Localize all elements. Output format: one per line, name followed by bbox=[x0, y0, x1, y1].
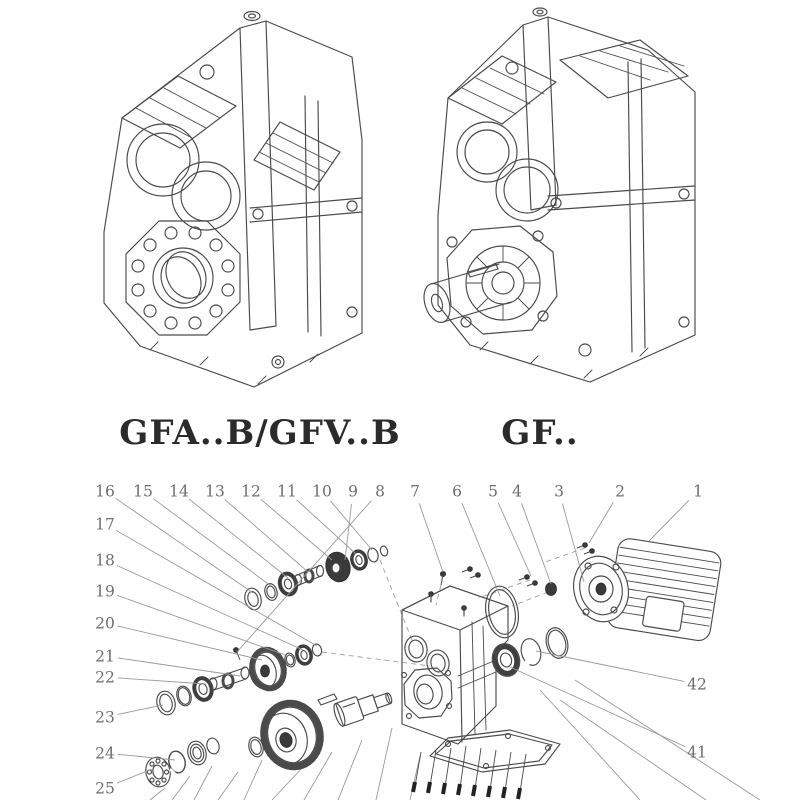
callout-number-21: 21 bbox=[95, 647, 115, 666]
leader-line-24 bbox=[118, 754, 175, 760]
gearbox-drawing-gf bbox=[419, 8, 695, 382]
callout-number-15: 15 bbox=[133, 482, 153, 501]
leader-line-7 bbox=[419, 503, 443, 572]
callout-number-14: 14 bbox=[169, 482, 189, 501]
coupling-bush bbox=[546, 583, 557, 596]
top-screw-icon bbox=[244, 12, 260, 21]
leader-line-22 bbox=[118, 678, 206, 684]
leader-line-2 bbox=[589, 502, 613, 543]
callout-number-25: 25 bbox=[95, 779, 115, 798]
exploded-view bbox=[95, 483, 760, 800]
input-shaft-parts bbox=[242, 545, 388, 611]
intermediate-gear bbox=[246, 646, 289, 693]
callout-number-7: 7 bbox=[410, 482, 420, 501]
leader-line-42 bbox=[536, 651, 684, 681]
oil-seal-icon bbox=[263, 582, 279, 602]
output-flange bbox=[447, 226, 557, 334]
callout-number-22: 22 bbox=[95, 668, 115, 687]
end-cap-icon bbox=[242, 586, 263, 611]
top-screw-icon bbox=[533, 8, 547, 16]
callout-number-4: 4 bbox=[512, 482, 522, 501]
bottom-cover-gasket bbox=[430, 730, 560, 772]
shaft-key-icon bbox=[318, 694, 337, 705]
callout-number-2: 2 bbox=[615, 482, 625, 501]
leader-line-41 bbox=[510, 667, 685, 747]
oil-seal-icon bbox=[185, 739, 209, 767]
bearing-icon bbox=[350, 549, 368, 570]
callout-number-1: 1 bbox=[693, 482, 703, 501]
cover-bolts bbox=[413, 746, 526, 799]
callout-number-3: 3 bbox=[554, 482, 564, 501]
leader-line-23 bbox=[118, 705, 163, 714]
callout-number-18: 18 bbox=[95, 551, 115, 570]
leader-line-15 bbox=[153, 499, 271, 586]
callout-number-20: 20 bbox=[95, 614, 115, 633]
model-label-gf: GF.. bbox=[501, 413, 579, 453]
model-label-gfab: GFA..B/GFV..B bbox=[119, 413, 401, 453]
callout-number-16: 16 bbox=[95, 482, 115, 501]
callout-number-12: 12 bbox=[241, 482, 261, 501]
leader-line-9 bbox=[345, 504, 352, 560]
end-cap-icon bbox=[154, 689, 178, 717]
callout-number-9: 9 bbox=[348, 482, 358, 501]
callout-number-41: 41 bbox=[687, 743, 707, 762]
snap-ring-icon bbox=[366, 547, 379, 563]
callout-number-10: 10 bbox=[312, 482, 332, 501]
callout-number-8: 8 bbox=[375, 482, 385, 501]
callout-number-42: 42 bbox=[687, 675, 707, 694]
leader-line-4 bbox=[522, 503, 552, 584]
gearbox-drawing-gfab bbox=[104, 12, 362, 388]
callout-number-11: 11 bbox=[277, 482, 297, 501]
flange-gasket-ring bbox=[482, 584, 523, 641]
leader-line-20 bbox=[118, 626, 262, 660]
leader-line-3 bbox=[562, 504, 584, 583]
output-shaft bbox=[332, 686, 395, 728]
leader-line-1 bbox=[649, 500, 689, 541]
callout-number-23: 23 bbox=[95, 708, 115, 727]
snap-ring-icon bbox=[311, 643, 323, 657]
leader-line-6 bbox=[462, 503, 500, 596]
leader-line-21 bbox=[118, 658, 240, 676]
leader-line-16 bbox=[116, 498, 253, 593]
callout-number-19: 19 bbox=[95, 582, 115, 601]
hollow-shaft-flange bbox=[126, 221, 240, 335]
output-gear bbox=[257, 697, 328, 773]
callout-number-24: 24 bbox=[95, 744, 115, 763]
callout-number-17: 17 bbox=[95, 515, 115, 534]
motor-flange bbox=[567, 550, 635, 627]
callout-number-5: 5 bbox=[488, 482, 498, 501]
gear-housing bbox=[402, 586, 509, 744]
leader-line-12 bbox=[261, 499, 332, 560]
assembly-bolts bbox=[234, 543, 595, 660]
axis-dashed-lines bbox=[322, 548, 585, 666]
washer-icon bbox=[205, 737, 221, 756]
terminal-box bbox=[642, 596, 684, 632]
callout-number-6: 6 bbox=[452, 482, 462, 501]
leader-line-5 bbox=[498, 503, 531, 576]
leader-line-18 bbox=[117, 565, 303, 650]
callout-number-13: 13 bbox=[205, 482, 225, 501]
callout-layer bbox=[95, 483, 707, 798]
